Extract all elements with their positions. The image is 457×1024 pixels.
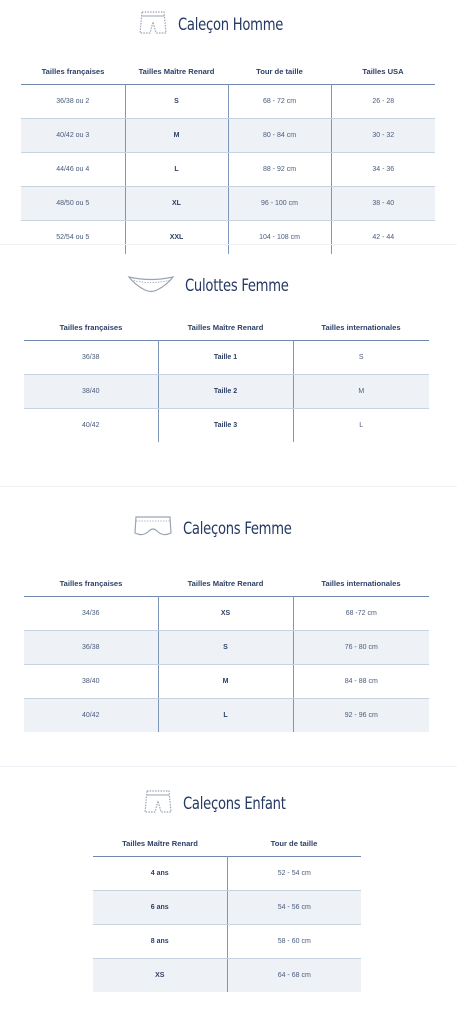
column-header: Tailles USA	[362, 66, 404, 76]
table-cell: 36/38	[24, 631, 158, 665]
table-cell: 26 - 28	[331, 85, 435, 119]
table-cell: Taille 3	[158, 409, 293, 443]
boxer-shorts-icon	[138, 9, 168, 42]
table-row	[21, 153, 435, 187]
table-cell: 34/36	[24, 597, 158, 631]
section-title-calecons-enfant	[143, 789, 302, 819]
panties-icon	[127, 273, 175, 300]
table-cell: 80 - 84 cm	[228, 119, 331, 153]
table-cell: 34 - 36	[331, 153, 435, 187]
table-cell: 36/38 ou 2	[21, 85, 125, 119]
table-cell: 84 - 88 cm	[293, 665, 429, 699]
table-cell: 42 - 44	[331, 221, 435, 255]
section-title-calecon-homme	[138, 10, 300, 40]
column-header: Tailles Maître Renard	[138, 66, 215, 76]
table-row	[24, 631, 429, 665]
section-title: Caleçons Enfant	[183, 794, 286, 814]
table-cell: 4 ans	[93, 857, 227, 891]
table-cell: 36/38	[24, 341, 158, 375]
table-cell: XL	[125, 187, 228, 221]
table-cell: M	[293, 375, 429, 409]
table-cell: S	[125, 85, 228, 119]
table-row	[24, 375, 429, 409]
table-cell: 68 - 72 cm	[228, 85, 331, 119]
table-cell: Taille 2	[158, 375, 293, 409]
table-header-row	[24, 314, 429, 341]
table-cell: 76 - 80 cm	[293, 631, 429, 665]
table-cell: 8 ans	[93, 925, 227, 959]
section-divider	[0, 244, 457, 245]
section-title-culottes-femme	[127, 271, 306, 301]
table-cell: M	[158, 665, 293, 699]
table-cell: XS	[93, 959, 227, 993]
size-table-culottes-femme	[24, 314, 429, 442]
table-row	[93, 959, 361, 993]
section-divider	[0, 486, 457, 487]
table-row	[24, 341, 429, 375]
table-cell: 38 - 40	[331, 187, 435, 221]
column-header: Tailles françaises	[41, 66, 105, 76]
table-row	[21, 221, 435, 255]
table-header-row	[21, 58, 435, 85]
table-cell: 52/54 ou 5	[56, 234, 90, 241]
size-table-calecons-femme	[24, 570, 429, 732]
table-cell: 96 - 100 cm	[228, 187, 331, 221]
section-divider	[0, 766, 457, 767]
kids-boxer-icon	[143, 788, 173, 821]
section-title: Culottes Femme	[185, 276, 289, 296]
table-row	[24, 409, 429, 443]
table-row	[21, 85, 435, 119]
table-header-row	[24, 570, 429, 597]
table-cell: XS	[158, 597, 293, 631]
table-row	[21, 187, 435, 221]
table-cell: 58 - 60 cm	[227, 925, 361, 959]
column-header: Tailles françaises	[59, 578, 123, 588]
table-cell: 38/40	[24, 375, 158, 409]
column-header: Tailles internationales	[321, 578, 401, 588]
column-header: Tailles françaises	[59, 322, 123, 332]
table-header-row	[93, 830, 361, 857]
table-row	[21, 119, 435, 153]
table-cell: 38/40	[24, 665, 158, 699]
women-shorts-icon	[133, 513, 173, 546]
section-title: Caleçon Homme	[178, 15, 284, 35]
table-cell: 30 - 32	[331, 119, 435, 153]
table-cell: 68 -72 cm	[293, 597, 429, 631]
column-header: Tailles Maître Renard	[187, 578, 264, 588]
table-cell: 92 - 96 cm	[293, 699, 429, 733]
table-cell: L	[125, 153, 228, 187]
section-title: Caleçons Femme	[183, 519, 292, 539]
table-cell: 64 - 68 cm	[227, 959, 361, 993]
table-row	[93, 891, 361, 925]
table-cell: Taille 1	[158, 341, 293, 375]
size-table-calecon-homme	[21, 58, 435, 254]
table-cell: 48/50 ou 5	[21, 187, 125, 221]
column-header: Tailles Maître Renard	[122, 838, 198, 848]
size-table-calecons-enfant	[93, 830, 361, 992]
table-cell: M	[125, 119, 228, 153]
table-cell: 44/46 ou 4	[21, 153, 125, 187]
column-header: Tailles Maître Renard	[187, 322, 264, 332]
section-title-calecons-femme	[133, 514, 309, 544]
column-header: Tailles internationales	[321, 322, 401, 332]
column-header: Tour de taille	[256, 66, 303, 76]
table-cell: 104 - 108 cm	[228, 221, 331, 255]
table-cell: S	[293, 341, 429, 375]
table-cell: L	[158, 699, 293, 733]
column-header: Tour de taille	[270, 838, 318, 848]
table-cell: S	[158, 631, 293, 665]
table-cell: 40/42	[24, 699, 158, 733]
table-row	[93, 925, 361, 959]
table-cell: 40/42 ou 3	[21, 119, 125, 153]
table-cell: 54 - 56 cm	[227, 891, 361, 925]
table-cell: L	[293, 409, 429, 443]
table-cell: 88 - 92 cm	[228, 153, 331, 187]
table-row	[24, 597, 429, 631]
table-cell: 40/42	[81, 422, 100, 429]
table-row	[24, 665, 429, 699]
table-row	[93, 857, 361, 891]
table-row	[24, 699, 429, 733]
table-cell: 6 ans	[93, 891, 227, 925]
table-cell: 52 - 54 cm	[227, 857, 361, 891]
table-cell: XXL	[125, 221, 228, 255]
